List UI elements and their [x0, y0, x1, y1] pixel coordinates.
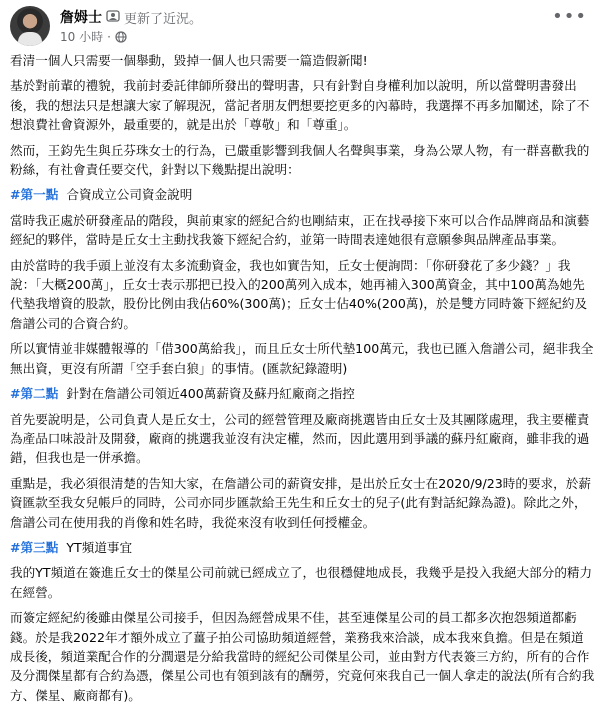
more-options-icon[interactable]: ••• [552, 6, 587, 27]
section-2-paragraph-1: 首先要說明是，公司負責人是丘女士，公司的經營管理及廠商挑選皆由丘女士及其團隊處理，我主要權責為產品口味設計及開發，廠商的挑選我並沒有決定權，然而，因此選用到爭議的蘇丹紅廠商，雖非我的過錯，但我也是一併承擔。 [10, 411, 590, 466]
section-title: YT頻道事宜 [66, 539, 133, 555]
post-time[interactable]: 10 小時 [60, 30, 104, 44]
author-avatar[interactable] [10, 6, 50, 46]
post-header [10, 6, 593, 46]
section-title: 合資成立公司資金說明 [66, 187, 193, 203]
hashtag-link[interactable]: #第二點 [10, 386, 59, 402]
post-status: 更新了近況。 [124, 12, 203, 27]
author-name[interactable]: 詹姆士 [60, 10, 102, 26]
section-2-paragraph-2: 重點是，我必須很清楚的告知大家，在詹譜公司的薪資安排，是出於丘女士在2020/9/23時的要求，於薪資匯款至我女兒帳戶的同時，公司亦同步匯款給王先生和丘女士的兒子(此有對話紀錄為證)。除此之外，詹譜公司在使用我的肖像和姓名時，我從來沒有收到任何授權金。 [10, 475, 591, 530]
section-1-paragraph-3: 所以實情並非媒體報導的「借300萬給我」，而且丘女士所代墊100萬元，我也已匯入詹譜公司，絕非我全無出資，更沒有所謂「空手套白狼」的事情。(匯款紀錄證明) [10, 341, 594, 376]
hashtag-link[interactable]: #第三點 [10, 539, 59, 555]
profile-picture-icon [106, 9, 120, 23]
section-1-paragraph-1: 當時我正處於研發產品的階段，與前東家的經紀合約也剛結束，正在找尋接下來可以合作品牌商品和演藝經紀的夥伴，當時是丘女士主動找我簽下經紀合約，並第一時間表達她很有意願參與品牌產品事業。 [10, 212, 590, 248]
meta-separator: · [107, 29, 111, 44]
section-3-paragraph-1: 我的YT頻道在簽進丘女士的傑星公司前就已經成立了，也很穩健地成長，我幾乎是投入我絕大部分的精力在經營。 [10, 565, 593, 600]
section-heading-1 [10, 185, 595, 204]
intro-paragraph-2: 基於對前輩的禮貌，我前封委託律師所發出的聲明書，只有針對自身權利加以說明，所以當聲明書發出後，我的想法只是想讓大家了解現況，當記者朋友們想要挖更多的內幕時，我選擇不再多加闡述，除了不想浪費社會資源外，最重要的，就是出於「尊敬」和「尊重」。 [10, 78, 590, 133]
section-heading-3 [10, 538, 595, 557]
hashtag-link[interactable]: #第一點 [10, 187, 59, 203]
section-3-paragraph-2: 而簽定經紀約後雖由傑星公司接手，但因為經營成果不佳，甚至連傑星公司的員工都多次抱怨頻道都虧錢。於是我2022年才額外成立了薑子拍公司協助頻道經營，業務我來洽談，成本我來負擔。但是在頻道成長後，頻道業配合作的分潤還是分給我當時的經紀公司傑星公司，並由對方代表簽三方約，所有的合作及分潤傑星都有合約為憑，傑星公司也有領到該有的酬勞，究竟何來我自己一個人拿走的說法(所有合約我方、傑星、廠商都有)。 [10, 610, 595, 703]
section-heading-2 [10, 384, 595, 403]
intro-paragraph-1: 看清一個人只需要一個舉動，毀掉一個人也只需要一篇造假新聞! [10, 53, 368, 68]
section-title: 針對在詹譜公司領近400萬薪資及蘇丹紅廠商之指控 [66, 386, 355, 402]
intro-paragraph-3: 然而，王鈞先生與丘芬珠女士的行為，已嚴重影響到我個人名聲與事業，身為公眾人物，有一群喜歡我的粉絲，有社會責任要交代，針對以下幾點提出說明： [10, 142, 590, 178]
globe-icon[interactable] [115, 31, 127, 43]
post-body [10, 51, 595, 711]
section-1-paragraph-2: 由於當時的我手頭上並沒有太多流動資金，我也如實告知，丘女士便詢問：「你研發花了多少錢？」我說：「大概200萬」，丘女士表示那把已投入的200萬列入成本，她再補入300萬資金，其中100萬為她先代墊我增資的股款，股份比例由我佔60%(300萬)；丘女士佔40%(200萬)，於是雙方同時簽下經紀約及詹譜公司的合資合約。 [10, 257, 588, 331]
post-meta [60, 28, 127, 45]
